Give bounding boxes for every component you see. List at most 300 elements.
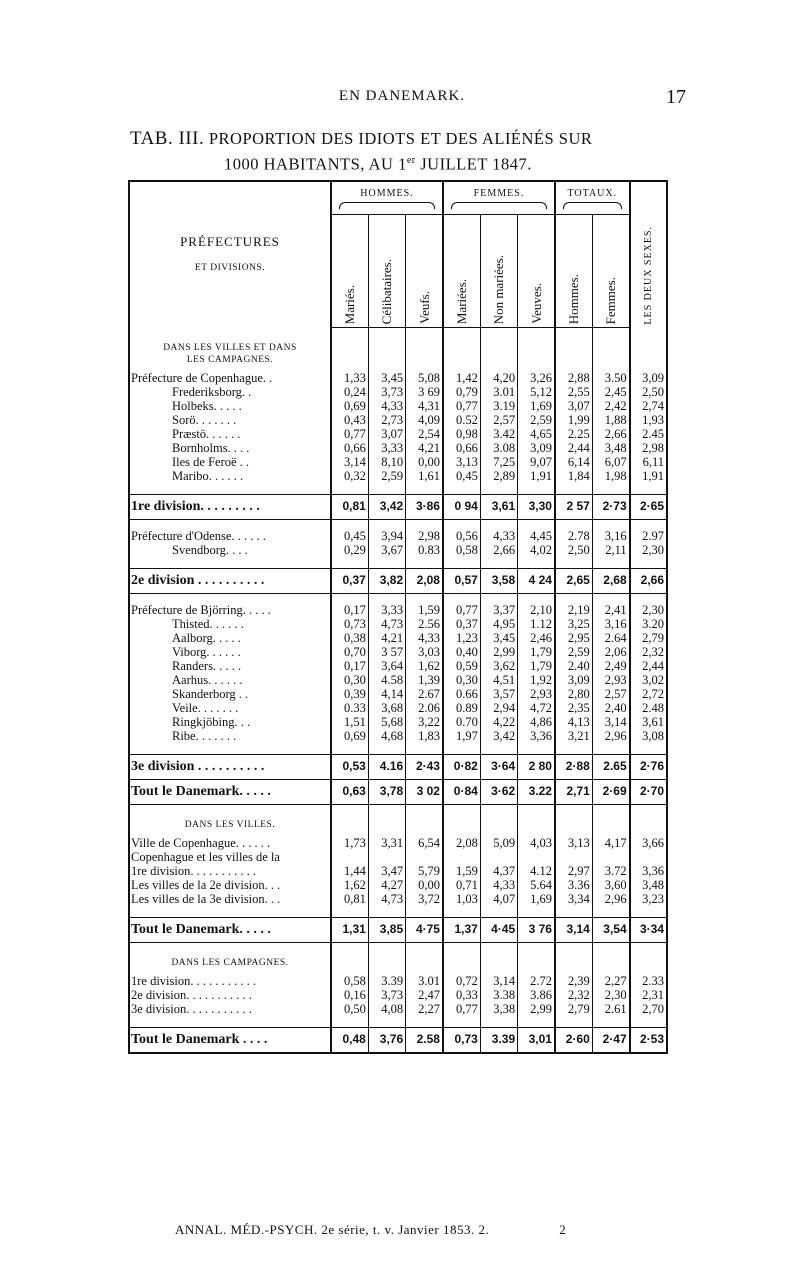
header-veufs: Veufs.	[406, 215, 443, 328]
cell-value: 1,59	[406, 604, 443, 618]
cell-value: 2,31	[630, 989, 667, 1003]
header-mariees: Mariées.	[443, 215, 480, 328]
row-label: 1re division. . . . . . . . .	[129, 494, 331, 519]
cell-value	[480, 851, 517, 865]
cell-value: 2,74	[630, 400, 667, 414]
row-label: Maribo. . . . . .	[172, 469, 244, 483]
cell-value: 4,73	[368, 618, 405, 632]
cell-value: 0,77	[443, 400, 480, 414]
row-label: 3e division . . . . . . . . . .	[129, 754, 331, 779]
cell-value: 3.01	[480, 386, 517, 400]
cell-value: 2,66	[630, 568, 667, 593]
cell-value: 2,94	[480, 702, 517, 716]
table-row	[129, 837, 667, 851]
cell-value: 3,13	[555, 837, 592, 851]
cell-value: 0,71	[443, 879, 480, 893]
cell-value: 0,48	[331, 1027, 368, 1053]
cell-value: 2,93	[518, 688, 555, 702]
cell-value: 0,70	[331, 646, 368, 660]
cell-value: 2,98	[630, 442, 667, 456]
cell-value: 3,73	[368, 386, 405, 400]
cell-value: 1,83	[406, 730, 443, 744]
table-row	[129, 730, 667, 744]
cell-value: 0,69	[331, 400, 368, 414]
cell-value: 2,93	[592, 674, 629, 688]
cell-value: 1,79	[518, 646, 555, 660]
cell-value: 1,69	[518, 893, 555, 907]
cell-value: 2,08	[406, 568, 443, 593]
header-deux-sexes: LES DEUX SEXES.	[630, 181, 667, 328]
cell-value: 2,79	[630, 632, 667, 646]
cell-value: 6,54	[406, 837, 443, 851]
cell-value: 3,25	[555, 618, 592, 632]
cell-value: 1,79	[518, 660, 555, 674]
cell-value: 3,78	[368, 779, 405, 804]
row-label: Bornholms. . . .	[172, 441, 250, 455]
section-campagnes-title: DANS LES CAMPAGNES.	[171, 957, 289, 968]
cell-value: 0.70	[443, 716, 480, 730]
cell-value: 1,59	[443, 865, 480, 879]
cell-value: 3,08	[630, 730, 667, 744]
row-label: Préfecture de Copenhague. .	[131, 371, 273, 385]
table-row	[129, 702, 667, 716]
cell-value: 1,03	[443, 893, 480, 907]
cell-value: 4,65	[518, 428, 555, 442]
cell-value: 2,42	[592, 400, 629, 414]
row-label: Les villes de la 2e division. . .	[131, 878, 281, 892]
cell-value: 4 24	[518, 568, 555, 593]
cell-value: 0,66	[443, 442, 480, 456]
cell-value: 3,38	[480, 1003, 517, 1017]
cell-value: 6,07	[592, 456, 629, 470]
cell-value: 3,33	[368, 442, 405, 456]
cell-value: 0,77	[331, 428, 368, 442]
cell-value: 1,99	[555, 414, 592, 428]
cell-value: 0,37	[443, 618, 480, 632]
table-row	[129, 372, 667, 386]
table-row	[129, 428, 667, 442]
cell-value: 0,72	[443, 975, 480, 989]
cell-value: 2.65	[592, 754, 629, 779]
cell-value: 2,50	[630, 386, 667, 400]
row-label: 3e division. . . . . . . . . . .	[131, 1002, 252, 1016]
row-label: Ringkjöbing. . .	[172, 715, 251, 729]
row-gap	[129, 593, 667, 604]
footer-citation: ANNAL. MÉD.-PSYCH. 2e série, t. v. Janvier 1853. 2.	[175, 1222, 490, 1237]
cell-value: 3.86	[518, 989, 555, 1003]
cell-value: 3,57	[480, 688, 517, 702]
cell-value: 2,32	[555, 989, 592, 1003]
cell-value: 4,17	[592, 837, 629, 851]
cell-value: 8,10	[368, 456, 405, 470]
cell-value: 1,84	[555, 470, 592, 484]
cell-value: 0,17	[331, 604, 368, 618]
cell-value	[331, 851, 368, 865]
cell-value: 3,34	[555, 893, 592, 907]
cell-value: 2.64	[592, 632, 629, 646]
cell-value: 0,33	[443, 989, 480, 1003]
cell-value: 6,11	[630, 456, 667, 470]
row-label: Viborg. . . . . .	[172, 645, 241, 659]
header-total-hommes: Hommes.	[555, 215, 592, 328]
cell-value: 3,02	[630, 674, 667, 688]
cell-value: 3,68	[368, 702, 405, 716]
row-label: Préfecture d'Odense. . . . . .	[131, 529, 266, 543]
cell-value: 0.89	[443, 702, 480, 716]
cell-value: 3,16	[592, 530, 629, 544]
cell-value: 4,31	[406, 400, 443, 414]
cell-value: 3.22	[518, 779, 555, 804]
row-gap	[129, 744, 667, 755]
summary-row	[129, 917, 667, 942]
header-group-hommes: HOMMES.	[331, 181, 443, 215]
cell-value: 3,61	[630, 716, 667, 730]
cell-value: 3·62	[480, 779, 517, 804]
cell-value: 4.12	[518, 865, 555, 879]
row-label: Svendborg. . . .	[172, 543, 248, 557]
cell-value: 0,79	[443, 386, 480, 400]
row-label: Præstö. . . . . .	[172, 427, 241, 441]
row-label: Skanderborg . .	[172, 687, 249, 701]
cell-value: 4,02	[518, 544, 555, 558]
row-label: Tout le Danemark. . . . .	[129, 917, 331, 942]
cell-value: 2.06	[406, 702, 443, 716]
cell-value: 3.72	[592, 865, 629, 879]
row-gap	[129, 907, 667, 918]
row-label: Tout le Danemark. . . . .	[129, 779, 331, 804]
summary-row	[129, 568, 667, 593]
cell-value: 0.83	[406, 544, 443, 558]
cell-value: 0,73	[331, 618, 368, 632]
cell-value: 2,95	[555, 632, 592, 646]
cell-value: 3,67	[368, 544, 405, 558]
section-villes-campagnes-title-2: LES CAMPAGNES.	[186, 354, 274, 365]
header-group-femmes: FEMMES.	[443, 181, 555, 215]
cell-value: 2,32	[630, 646, 667, 660]
summary-row	[129, 754, 667, 779]
cell-value: 2·70	[630, 779, 667, 804]
cell-value: 3,82	[368, 568, 405, 593]
cell-value: 3 69	[406, 386, 443, 400]
cell-value: 2,08	[443, 837, 480, 851]
cell-value: 4,45	[518, 530, 555, 544]
summary-row	[129, 779, 667, 804]
cell-value: 0,17	[331, 660, 368, 674]
section-villes-campagnes-title: DANS LES VILLES ET DANS	[163, 342, 297, 353]
cell-value: 2·76	[630, 754, 667, 779]
cell-value: 3,16	[592, 618, 629, 632]
cell-value: 0,57	[443, 568, 480, 593]
table-title	[130, 128, 592, 176]
cell-value: 3,61	[480, 494, 517, 519]
header-total-femmes: Femmes.	[592, 215, 629, 328]
cell-value: 2,27	[592, 975, 629, 989]
cell-value: 2,96	[592, 730, 629, 744]
cell-value: 2,71	[555, 779, 592, 804]
cell-value: 0,32	[331, 470, 368, 484]
cell-value: 0,30	[331, 674, 368, 688]
cell-value: 4,37	[480, 865, 517, 879]
cell-value: 2,39	[555, 975, 592, 989]
running-head	[118, 88, 686, 114]
cell-value: 1,51	[331, 716, 368, 730]
cell-value: 3,13	[443, 456, 480, 470]
cell-value: 0,00	[406, 456, 443, 470]
cell-value: 0.52	[443, 414, 480, 428]
cell-value: 0,77	[443, 1003, 480, 1017]
cell-value: 2,44	[555, 442, 592, 456]
cell-value: 5,12	[518, 386, 555, 400]
table-row	[129, 470, 667, 484]
cell-value	[630, 851, 667, 865]
cell-value: 3,30	[518, 494, 555, 519]
cell-value: 3.08	[480, 442, 517, 456]
cell-value: 0,56	[443, 530, 480, 544]
cell-value: 5,68	[368, 716, 405, 730]
cell-value: 2.58	[406, 1027, 443, 1053]
cell-value: 4,33	[368, 400, 405, 414]
cell-value: 3,09	[518, 442, 555, 456]
cell-value: 2,50	[555, 544, 592, 558]
cell-value: 2,96	[592, 893, 629, 907]
table-row	[129, 618, 667, 632]
table-row	[129, 865, 667, 879]
cell-value: 3,45	[480, 632, 517, 646]
cell-value: 3.39	[480, 1027, 517, 1053]
cell-value: 2,72	[630, 688, 667, 702]
cell-value: 2,99	[518, 1003, 555, 1017]
cell-value: 1,73	[331, 837, 368, 851]
cell-value: 0,58	[443, 544, 480, 558]
cell-value: 2,19	[555, 604, 592, 618]
cell-value: 2,47	[406, 989, 443, 1003]
cell-value: 0,16	[331, 989, 368, 1003]
header-non-mariees: Non mariées.	[480, 215, 517, 328]
cell-value: 0,50	[331, 1003, 368, 1017]
cell-value: 2,40	[592, 702, 629, 716]
row-label: Ribe. . . . . . .	[172, 729, 237, 743]
cell-value: 3,07	[368, 428, 405, 442]
cell-value: 0,63	[331, 779, 368, 804]
cell-value: 2·53	[630, 1027, 667, 1053]
cell-value: 0,45	[331, 530, 368, 544]
cell-value: 4·75	[406, 917, 443, 942]
cell-value: 2,99	[480, 646, 517, 660]
table-title-line2: 1000 HABITANTS, AU 1er JUILLET 1847.	[224, 154, 532, 174]
row-gap	[129, 1017, 667, 1028]
table-row	[129, 646, 667, 660]
cell-value: 0,37	[331, 568, 368, 593]
cell-value: 3,09	[555, 674, 592, 688]
cell-value: 0 94	[443, 494, 480, 519]
cell-value: 2,57	[480, 414, 517, 428]
table-row	[129, 851, 667, 865]
cell-value: 3,66	[630, 837, 667, 851]
cell-value: 1,91	[518, 470, 555, 484]
row-label: Holbeks. . . . .	[172, 399, 242, 413]
cell-value: 2,44	[630, 660, 667, 674]
cell-value: 4,73	[368, 893, 405, 907]
cell-value: 1,23	[443, 632, 480, 646]
cell-value: 1,61	[406, 470, 443, 484]
cell-value: 3,42	[480, 730, 517, 744]
cell-value: 0.66	[443, 688, 480, 702]
cell-value: 4,27	[368, 879, 405, 893]
cell-value: 2,68	[592, 568, 629, 593]
cell-value: 1.12	[518, 618, 555, 632]
cell-value: 5,08	[406, 372, 443, 386]
cell-value: 1,31	[331, 917, 368, 942]
cell-value: 2·65	[630, 494, 667, 519]
cell-value: 4,86	[518, 716, 555, 730]
row-label: Frederiksborg. .	[172, 385, 252, 399]
cell-value: 1,91	[630, 470, 667, 484]
cell-value: 1,98	[592, 470, 629, 484]
cell-value: 5,09	[480, 837, 517, 851]
table-row	[129, 688, 667, 702]
cell-value: 2,57	[592, 688, 629, 702]
header-celibataires: Célibataires.	[368, 215, 405, 328]
cell-value: 2,70	[630, 1003, 667, 1017]
cell-value: 0,81	[331, 494, 368, 519]
cell-value: 2.48	[630, 702, 667, 716]
cell-value: 0,30	[443, 674, 480, 688]
footer-page: 2	[559, 1222, 567, 1237]
cell-value: 0,98	[443, 428, 480, 442]
cell-value: 6,14	[555, 456, 592, 470]
cell-value: 3,58	[480, 568, 517, 593]
table-row	[129, 400, 667, 414]
cell-value: 0,24	[331, 386, 368, 400]
cell-value: 4,33	[480, 879, 517, 893]
row-label: Thisted. . . . . .	[172, 617, 244, 631]
cell-value: 4,20	[480, 372, 517, 386]
page-number: 17	[666, 86, 686, 108]
cell-value: 2·69	[592, 779, 629, 804]
row-label: Iles de Feroë . .	[172, 455, 250, 469]
summary-row	[129, 1027, 667, 1053]
cell-value: 4,33	[406, 632, 443, 646]
row-label: 2e division . . . . . . . . . .	[129, 568, 331, 593]
cell-value: 3,45	[368, 372, 405, 386]
cell-value: 3,42	[368, 494, 405, 519]
cell-value: 0,39	[331, 688, 368, 702]
cell-value: 2,41	[592, 604, 629, 618]
cell-value: 1,42	[443, 372, 480, 386]
cell-value: 3.39	[368, 975, 405, 989]
header-maries: Mariés.	[331, 215, 368, 328]
cell-value: 7,25	[480, 456, 517, 470]
cell-value: 1,62	[331, 879, 368, 893]
cell-value: 4,72	[518, 702, 555, 716]
cell-value: 3,33	[368, 604, 405, 618]
table-row	[129, 975, 667, 989]
cell-value: 2·47	[592, 1027, 629, 1053]
cell-value: 2,97	[555, 865, 592, 879]
cell-value: 3.01	[406, 975, 443, 989]
row-label: Randers. . . . .	[172, 659, 242, 673]
cell-value: 4,07	[480, 893, 517, 907]
cell-value: 4,13	[555, 716, 592, 730]
cell-value: 3,94	[368, 530, 405, 544]
cell-value: 3·34	[630, 917, 667, 942]
cell-value: 2·73	[592, 494, 629, 519]
cell-value: 9,07	[518, 456, 555, 470]
row-label: Préfecture de Björring. . . . .	[131, 603, 271, 617]
row-gap	[129, 558, 667, 569]
table-row	[129, 414, 667, 428]
cell-value: 1,92	[518, 674, 555, 688]
cell-value: 4.16	[368, 754, 405, 779]
cell-value: 1,44	[331, 865, 368, 879]
row-label: Ville de Copenhague. . . . . .	[131, 836, 271, 850]
cell-value: 1,62	[406, 660, 443, 674]
cell-value: 1,88	[592, 414, 629, 428]
row-label: Aarhus. . . . . .	[172, 673, 243, 687]
cell-value: 2,11	[592, 544, 629, 558]
cell-value: 1,39	[406, 674, 443, 688]
cell-value: 3,26	[518, 372, 555, 386]
cell-value: 4,14	[368, 688, 405, 702]
cell-value: 2,27	[406, 1003, 443, 1017]
running-head-title: EN DANEMARK.	[338, 88, 466, 104]
table-row	[129, 632, 667, 646]
cell-value: 2,49	[592, 660, 629, 674]
table-row	[129, 544, 667, 558]
cell-value: 0,77	[443, 604, 480, 618]
cell-value: 2.56	[406, 618, 443, 632]
cell-value: 3.42	[480, 428, 517, 442]
cell-value: 0,38	[331, 632, 368, 646]
cell-value: 2,46	[518, 632, 555, 646]
cell-value: 3.20	[630, 618, 667, 632]
cell-value: 0,53	[331, 754, 368, 779]
row-label: 1re division. . . . . . . . . . .	[131, 974, 256, 988]
cell-value: 3 02	[406, 779, 443, 804]
section-villes-campagnes	[129, 328, 667, 372]
cell-value: 3,14	[555, 917, 592, 942]
header-group-totaux: TOTAUX.	[555, 181, 630, 215]
cell-value: 1,97	[443, 730, 480, 744]
cell-value: 1,37	[443, 917, 480, 942]
cell-value: 2,59	[368, 470, 405, 484]
row-label: Tout le Danemark . . . .	[129, 1027, 331, 1053]
cell-value: 3,23	[630, 893, 667, 907]
section-campagnes	[129, 942, 667, 975]
cell-value: 2,59	[555, 646, 592, 660]
cell-value: 0,58	[331, 975, 368, 989]
cell-value: 2,35	[555, 702, 592, 716]
cell-value: 4,51	[480, 674, 517, 688]
cell-value: 3,31	[368, 837, 405, 851]
section-villes	[129, 804, 667, 837]
cell-value: 3,14	[480, 975, 517, 989]
row-label: Copenhague et les villes de la	[131, 850, 280, 864]
cell-value: 0,29	[331, 544, 368, 558]
table-number: TAB. III.	[130, 128, 205, 149]
cell-value: 4,08	[368, 1003, 405, 1017]
cell-value: 2.78	[555, 530, 592, 544]
cell-value: 2,10	[518, 604, 555, 618]
cell-value: 2,55	[555, 386, 592, 400]
cell-value: 2,59	[518, 414, 555, 428]
table-title-line1: TAB. III. PROPORTION DES IDIOTS ET DES ALIÉNÉS SUR	[130, 128, 593, 149]
cell-value: 2·43	[406, 754, 443, 779]
cell-value: 2,06	[592, 646, 629, 660]
cell-value: 2,80	[555, 688, 592, 702]
cell-value: 2,54	[406, 428, 443, 442]
cell-value	[368, 851, 405, 865]
